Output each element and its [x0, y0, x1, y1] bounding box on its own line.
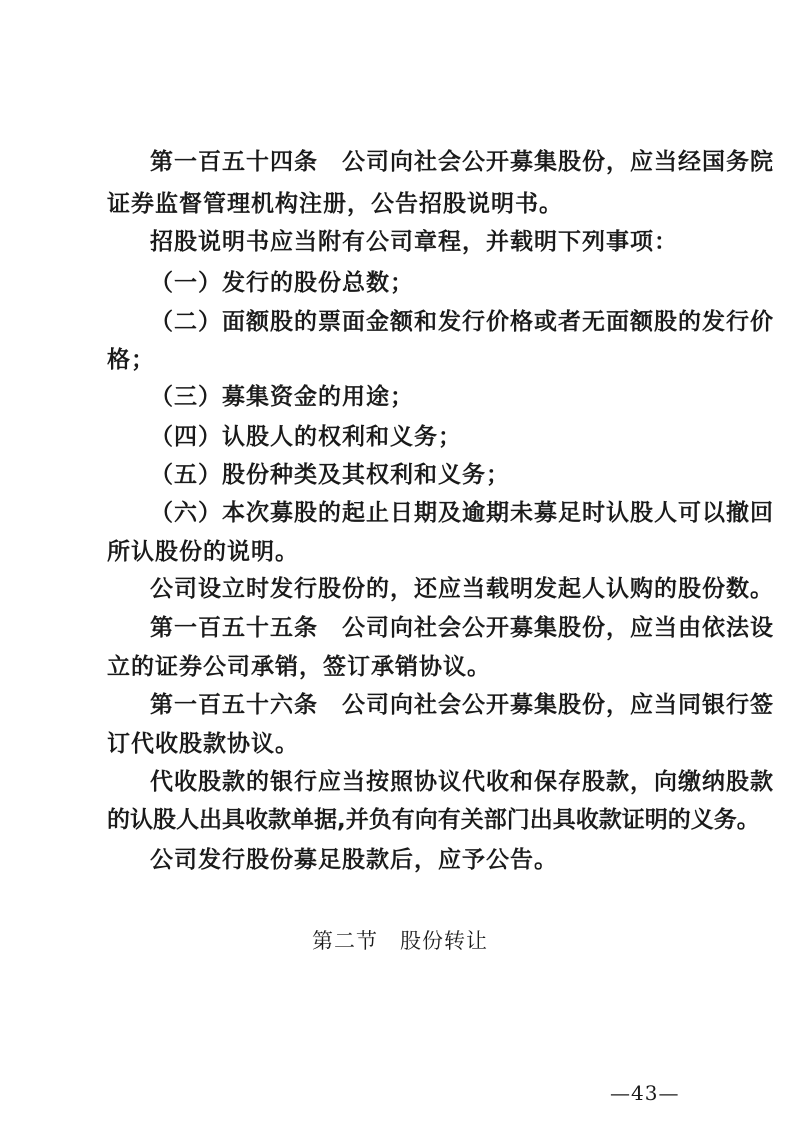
article-156-line-1: 第一百五十六条 公司向社会公开募集股份，应当同银行签: [150, 692, 774, 718]
list-item-2-line-1: （二）面额股的票面金额和发行价格或者无面额股的发行价: [150, 309, 774, 335]
article-154-line-1: 第一百五十四条 公司向社会公开募集股份，应当经国务院: [150, 149, 774, 175]
list-item-5: （五）股份种类及其权利和义务；: [150, 462, 510, 488]
collecting-bank-line-2: 的认股人出具收款单据,并负有向有关部门出具收款证明的义务。: [107, 807, 760, 833]
list-item-3: （三）募集资金的用途；: [150, 384, 414, 410]
founder-shares-line: 公司设立时发行股份的，还应当载明发起人认购的股份数。: [150, 576, 774, 602]
list-item-2-line-2: 格；: [107, 347, 155, 373]
collecting-bank-line-1: 代收股款的银行应当按照协议代收和保存股款，向缴纳股款: [150, 769, 774, 795]
article-154-line-2: 证券监督管理机构注册，公告招股说明书。: [107, 191, 563, 217]
page-number: —43—: [610, 1081, 680, 1105]
article-155-line-2: 立的证券公司承销，签订承销协议。: [107, 654, 491, 680]
list-item-1: （一）发行的股份总数；: [150, 270, 414, 296]
section-heading: 第二节 股份转让: [312, 929, 488, 953]
announcement-line: 公司发行股份募足股款后，应予公告。: [150, 847, 558, 873]
list-item-6-line-1: （六）本次募股的起止日期及逾期未募足时认股人可以撤回: [150, 500, 774, 526]
list-item-6-line-2: 所认股份的说明。: [107, 539, 299, 565]
article-156-line-2: 订代收股款协议。: [107, 731, 299, 757]
list-item-4: （四）认股人的权利和义务；: [150, 424, 462, 450]
article-155-line-1: 第一百五十五条 公司向社会公开募集股份，应当由依法设: [150, 615, 774, 641]
prospectus-intro-line: 招股说明书应当附有公司章程，并载明下列事项：: [150, 229, 678, 255]
